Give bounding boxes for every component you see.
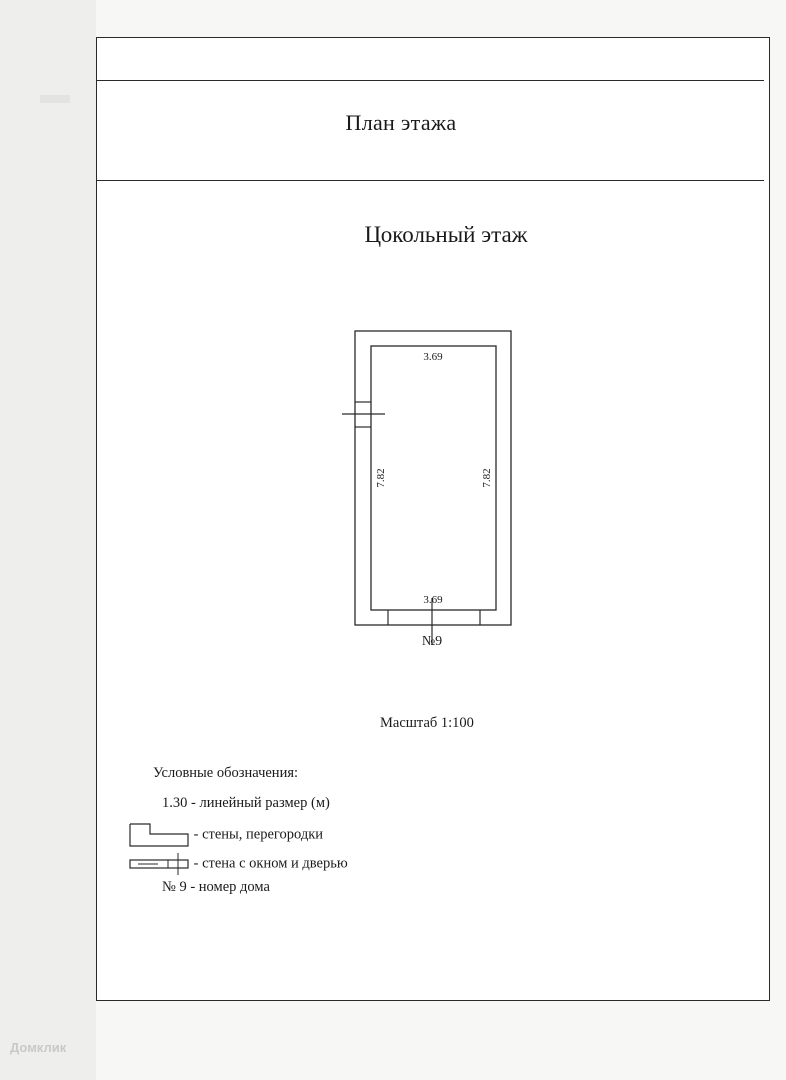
- header-top-line: [96, 80, 764, 81]
- legend-item-dimension: [162, 795, 330, 812]
- floor-plan: [330, 320, 530, 650]
- legend-text-window-door: - стена с окном и дверью: [193, 855, 348, 872]
- dim-bottom: 3.69: [423, 594, 443, 606]
- scale-label: Масштаб 1:100: [380, 715, 474, 731]
- legend-text-dimension: - линейный размер (м): [191, 795, 330, 811]
- legend-title: Условные обозначения:: [153, 765, 299, 781]
- inner-wall: [371, 346, 496, 610]
- scan-artifact: [40, 95, 70, 103]
- floor-name: Цокольный этаж: [364, 222, 528, 247]
- legend-symbol-dimension: 1.30: [162, 795, 188, 811]
- scan-left-strip: [0, 0, 96, 1080]
- legend-item-window-door: [128, 853, 348, 875]
- dim-right: 7.82: [481, 468, 493, 488]
- house-number: №9: [421, 634, 443, 649]
- dim-left: 7.82: [375, 468, 387, 488]
- window-door-symbol: [128, 853, 190, 875]
- legend-item-house-number: [162, 879, 270, 896]
- legend-symbol-house-number: № 9: [162, 879, 187, 895]
- dim-top: 3.69: [423, 351, 443, 363]
- watermark-logo: Домклик: [10, 1040, 67, 1055]
- legend-text-house-number: - номер дома: [190, 879, 270, 895]
- legend-item-walls: [128, 822, 323, 848]
- legend-text-walls: - стены, перегородки: [193, 826, 324, 843]
- wall-symbol: [128, 822, 190, 848]
- page-title: План этажа: [345, 110, 457, 135]
- header-bottom-line: [96, 180, 764, 181]
